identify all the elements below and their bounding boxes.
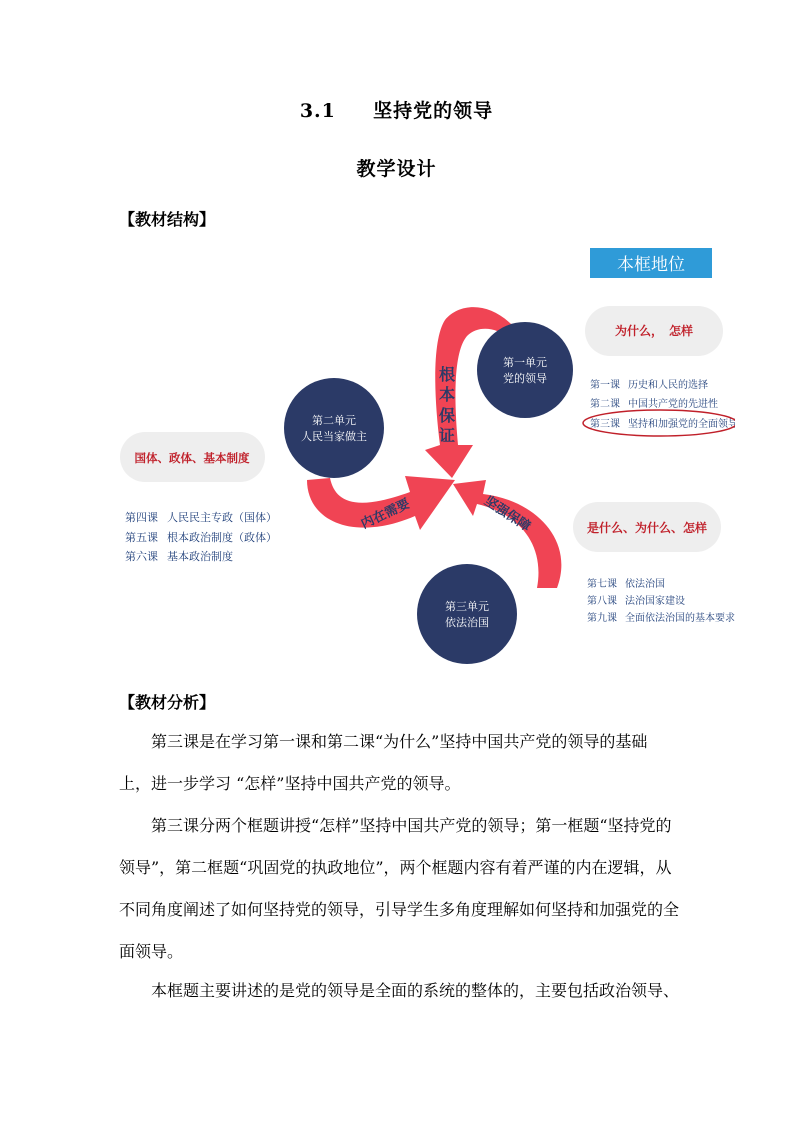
document-subtitle: 教学设计 — [356, 158, 437, 180]
arrow-right-label: 坚强保障 — [481, 493, 534, 535]
diagram-label: 根 — [438, 365, 456, 384]
title-number: 3.1 — [299, 100, 336, 122]
unit2-line2: 人民当家做主 — [301, 430, 367, 443]
unit3-line1: 第三单元 — [445, 600, 489, 613]
paragraph-2: 第三课分两个框题讲授“怎样”坚持中国共产党的领导；第一框题“坚持党的领导”，第二框题“巩固党的执政地位”，两个框题内容有着严谨的内在逻辑，从不同角度阐述了如何坚持党的领导，引导学生多角度理解如何坚持和加强党的全面领导。 — [119, 816, 680, 961]
diagram-label: 根本政治制度（政体） — [167, 531, 277, 544]
unit2-circle — [284, 378, 384, 478]
section-heading-structure: 【教材结构】 — [119, 210, 216, 229]
diagram-label: 第四课 — [125, 511, 158, 524]
diagram-label: 中国共产党的先进性 — [628, 399, 718, 410]
unit1-line1: 第一单元 — [503, 356, 547, 369]
diagram-label: 坚持和加强党的全面领导 — [628, 419, 735, 430]
unit2-line1: 第二单元 — [312, 414, 356, 427]
pill-top-text: 为什么， 怎样 — [614, 324, 694, 338]
structure-diagram — [115, 240, 735, 670]
diagram-label: 法治国家建设 — [625, 596, 685, 607]
diagram-label: 人民民主专政（国体） — [167, 511, 277, 524]
paragraph-1: 第三课是在学习第一课和第二课“为什么”坚持中国共产党的领导的基础上，进一步学习 “怎样”坚持中国共产党的领导。 — [119, 732, 648, 793]
diagram-label: 依法治国 — [625, 579, 665, 590]
diagram-label: 第三课 — [590, 419, 620, 430]
diagram-label: 历史和人民的选择 — [628, 380, 708, 391]
diagram-label: 第二课 — [590, 399, 620, 410]
diagram-label: 第一课 — [590, 380, 620, 391]
banner-text: 本框地位 — [617, 255, 685, 275]
pill-right-text: 是什么、为什么、怎样 — [586, 521, 708, 535]
title-text: 坚持党的领导 — [373, 100, 494, 122]
diagram-label: 保 — [438, 406, 456, 425]
list-top — [590, 378, 735, 430]
paragraph-3: 本框题主要讲述的是党的领导是全面的系统的整体的，主要包括政治领导、 — [151, 981, 680, 1000]
arrow-left-label: 内在需要 — [358, 496, 413, 533]
unit1-circle — [477, 322, 573, 418]
diagram-label: 第七课 — [587, 579, 617, 590]
diagram-label: 第九课 — [587, 613, 617, 624]
section-heading-analysis: 【教材分析】 — [119, 693, 216, 712]
diagram-label: 第五课 — [125, 531, 158, 544]
diagram-label: 基本政治制度 — [167, 550, 233, 563]
diagram-label: 第八课 — [587, 596, 617, 607]
unit3-circle — [417, 564, 517, 664]
pill-left-text: 国体、政体、基本制度 — [134, 451, 250, 465]
diagram-label: 第六课 — [125, 550, 158, 563]
list-right — [587, 577, 735, 624]
unit1-line2: 党的领导 — [503, 372, 547, 385]
diagram-label: 证 — [438, 426, 456, 445]
document-title — [0, 96, 793, 123]
diagram-label: 本 — [438, 385, 456, 404]
unit3-line2: 依法治国 — [445, 616, 489, 629]
list-left — [125, 510, 277, 563]
diagram-label: 全面依法治国的基本要求 — [625, 613, 735, 624]
